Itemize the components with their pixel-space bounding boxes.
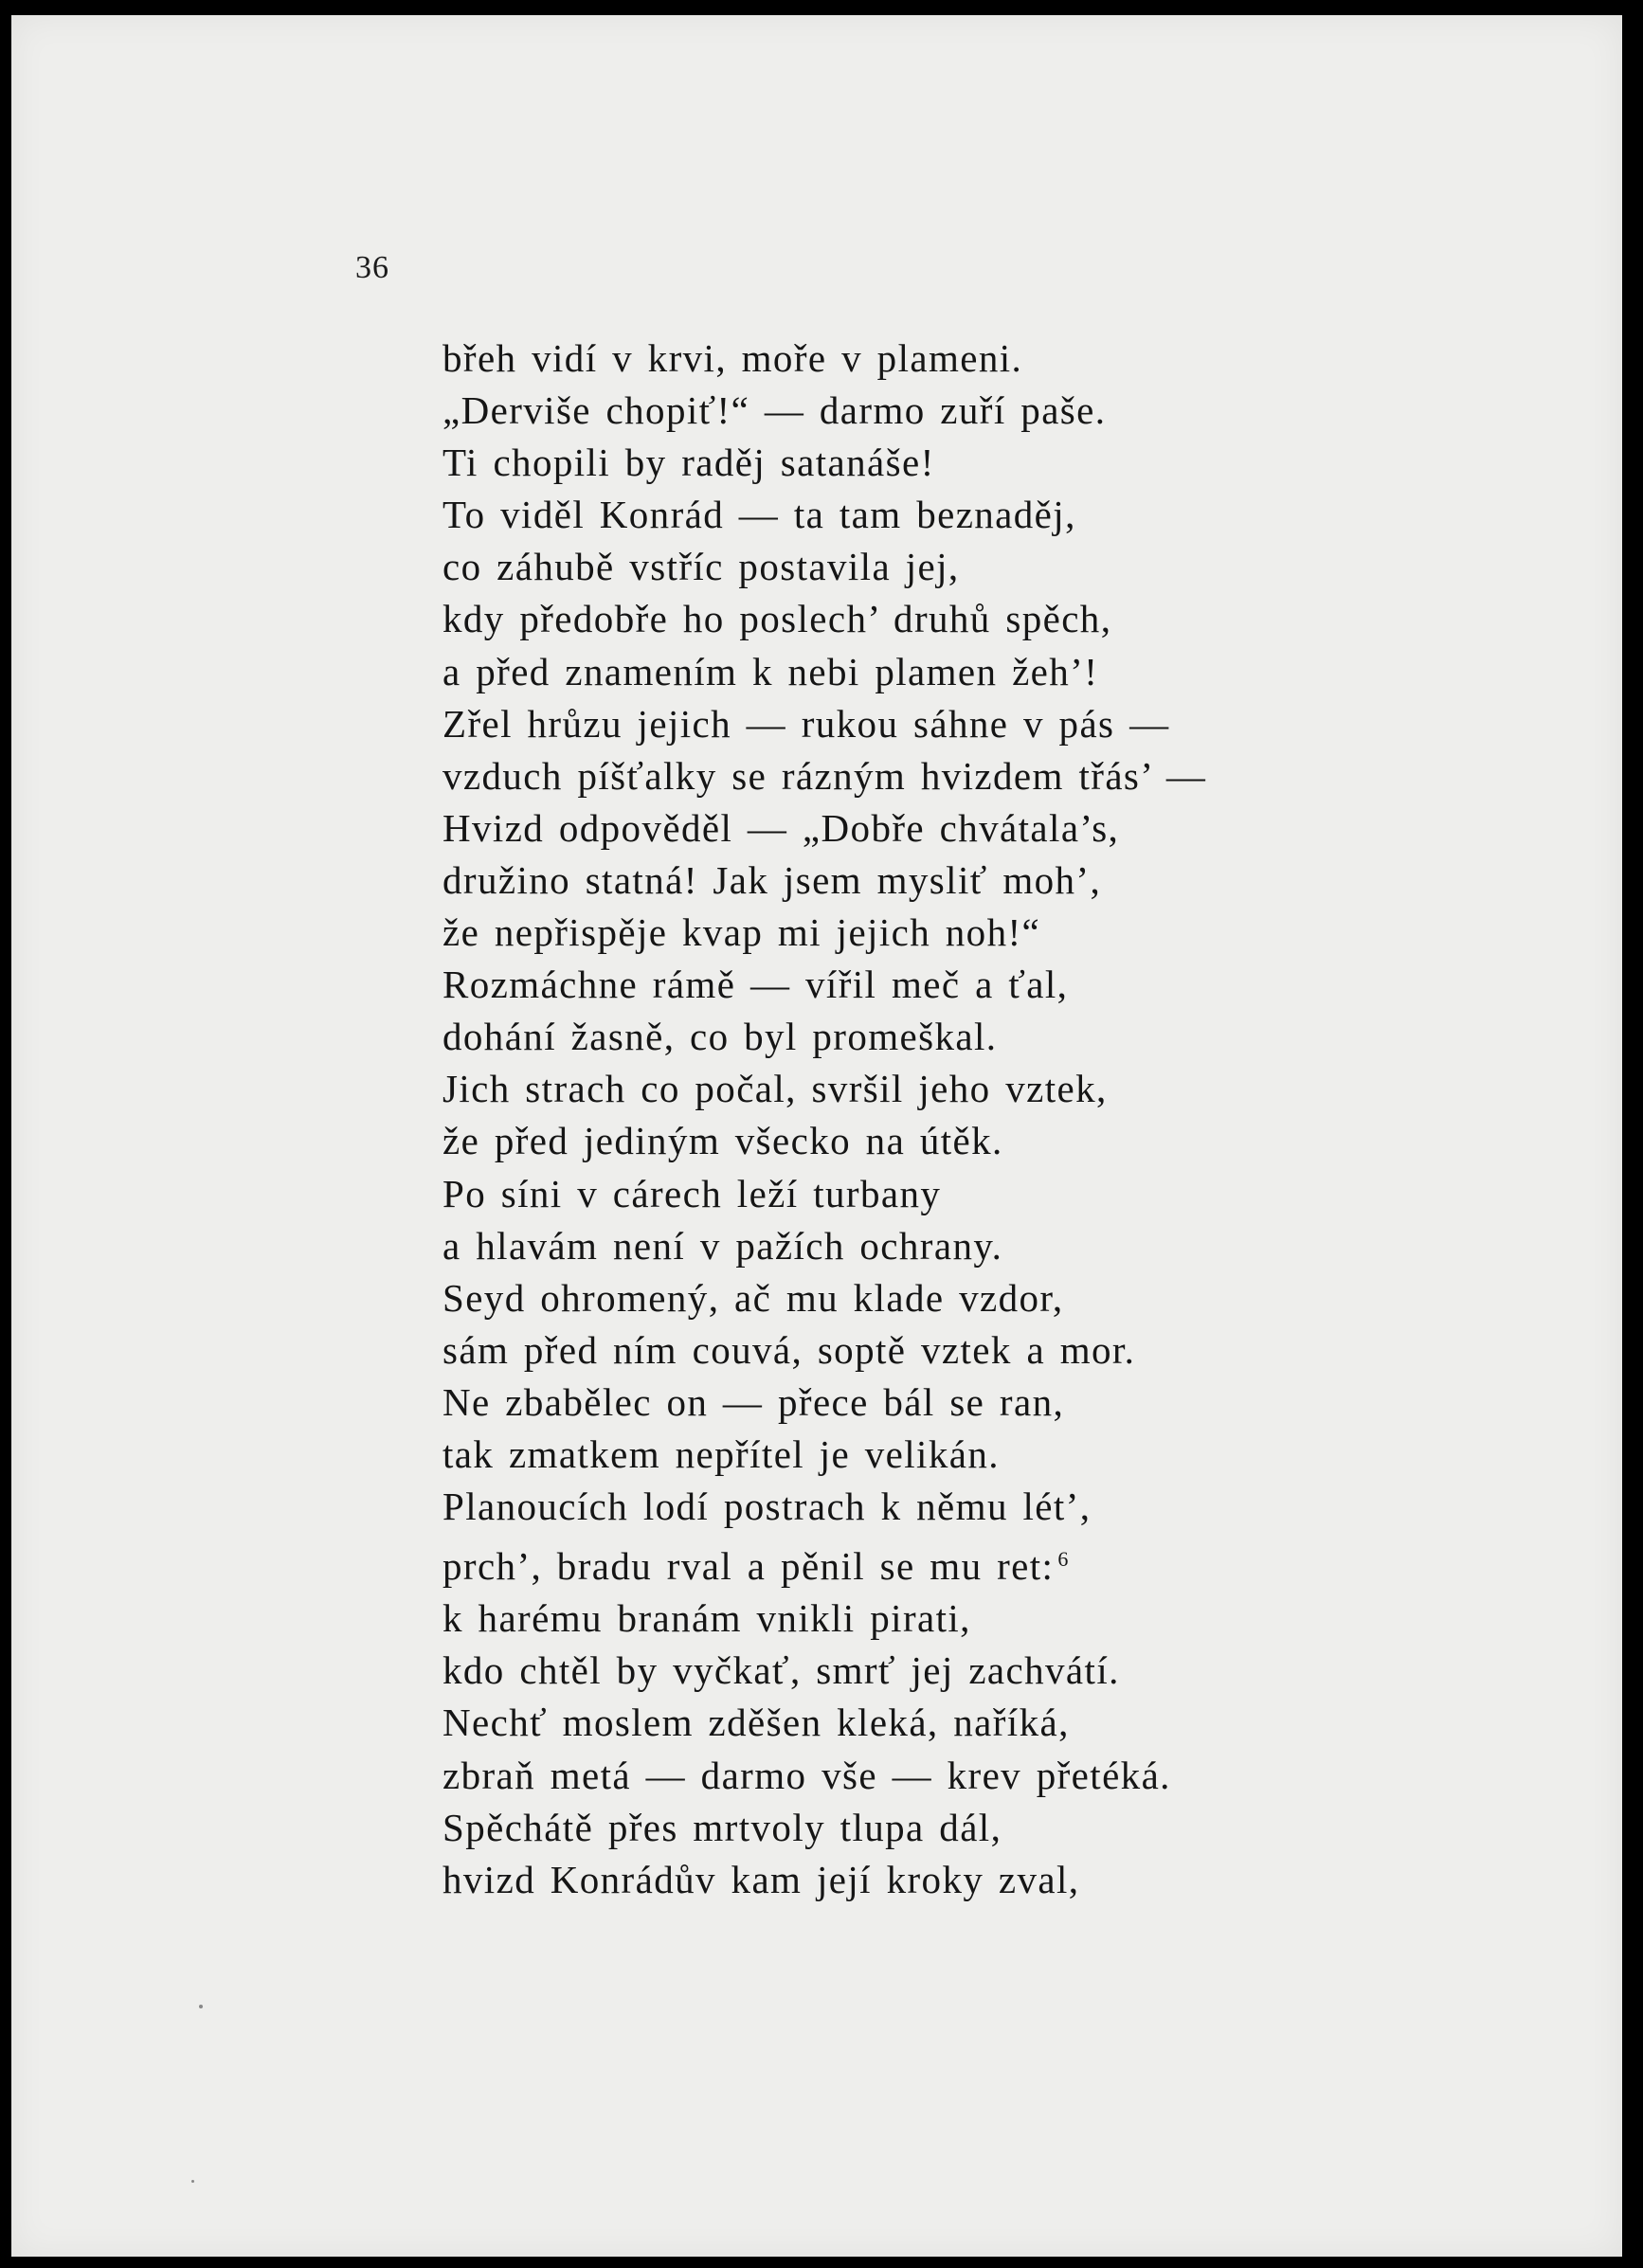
verse-line: Ti chopili by raděj satanáše! <box>442 441 935 485</box>
verse-line: Nechť moslem zděšen kleká, naříká, <box>442 1701 1070 1745</box>
verse-line: Hvizd odpověděl — „Dobře chvátala’s, <box>442 805 1120 850</box>
paper-speck <box>199 2005 203 2008</box>
verse-line: že nepřispěje kvap mi jejich noh!“ <box>442 910 1041 955</box>
page-number: 36 <box>355 250 389 285</box>
verse-line: tak zmatkem nepřítel je velikán. <box>442 1431 1000 1476</box>
verse-line: Zřel hrůzu jejich — rukou sáhne v pás — <box>442 701 1170 746</box>
verse-line: dohání žasně, co byl promeškal. <box>442 1015 998 1059</box>
poem-text <box>442 333 1206 1906</box>
verse-line: Ne zbabělec on — přece bál se ran, <box>442 1379 1065 1424</box>
verse-line: Jich strach co počal, svršil jeho vztek, <box>442 1067 1108 1111</box>
verse-line: Spěchátě přes mrtvoly tlupa dál, <box>442 1805 1002 1849</box>
verse-line: Rozmáchne rámě — vířil meč a ťal, <box>442 963 1069 1007</box>
verse-line: kdo chtěl by vyčkať, smrť jej zachvátí. <box>442 1648 1120 1693</box>
verse-line: co záhubě vstříc postavila jej, <box>442 545 960 589</box>
verse-line: družino statná! Jak jsem mysliť moh’, <box>442 857 1102 902</box>
verse-line: „Derviše chopiť!“ — darmo zuří paše. <box>442 388 1107 433</box>
verse-line: a před znamením k nebi plamen žeh’! <box>442 649 1099 693</box>
verse-line: sám před ním couvá, soptě vztek a mor. <box>442 1327 1136 1372</box>
verse-line: Planoucích lodí postrach k němu lét’, <box>442 1485 1092 1529</box>
verse-line: vzduch píšťalky se rázným hvizdem třás’ — <box>442 753 1207 798</box>
verse-line: kdy předobře ho poslech’ druhů spěch, <box>442 597 1112 641</box>
verse-line-with-footnote <box>442 1533 1206 1593</box>
paper-speck <box>191 2180 194 2183</box>
verse-line: Seyd ohromený, ač mu klade vzdor, <box>442 1275 1064 1320</box>
verse-line-text: prch’, bradu rval a pěnil se mu ret: <box>442 1544 1055 1589</box>
verse-line: a hlavám není v pažích ochrany. <box>442 1223 1003 1268</box>
verse-line: hvizd Konrádův kam její kroky zval, <box>442 1857 1080 1901</box>
verse-line: k harému branám vnikli pirati, <box>442 1596 971 1641</box>
footnote-marker: 6 <box>1057 1547 1070 1572</box>
verse-line: břeh vidí v krvi, moře v plameni. <box>442 336 1023 380</box>
verse-line: zbraň metá — darmo vše — krev přetéká. <box>442 1753 1171 1797</box>
verse-line: Po síni v cárech leží turbany <box>442 1171 942 1215</box>
verse-line: To viděl Konrád — ta tam beznaděj, <box>442 493 1076 537</box>
verse-line: že před jediným všecko na útěk. <box>442 1119 1003 1163</box>
book-page <box>11 15 1622 2257</box>
